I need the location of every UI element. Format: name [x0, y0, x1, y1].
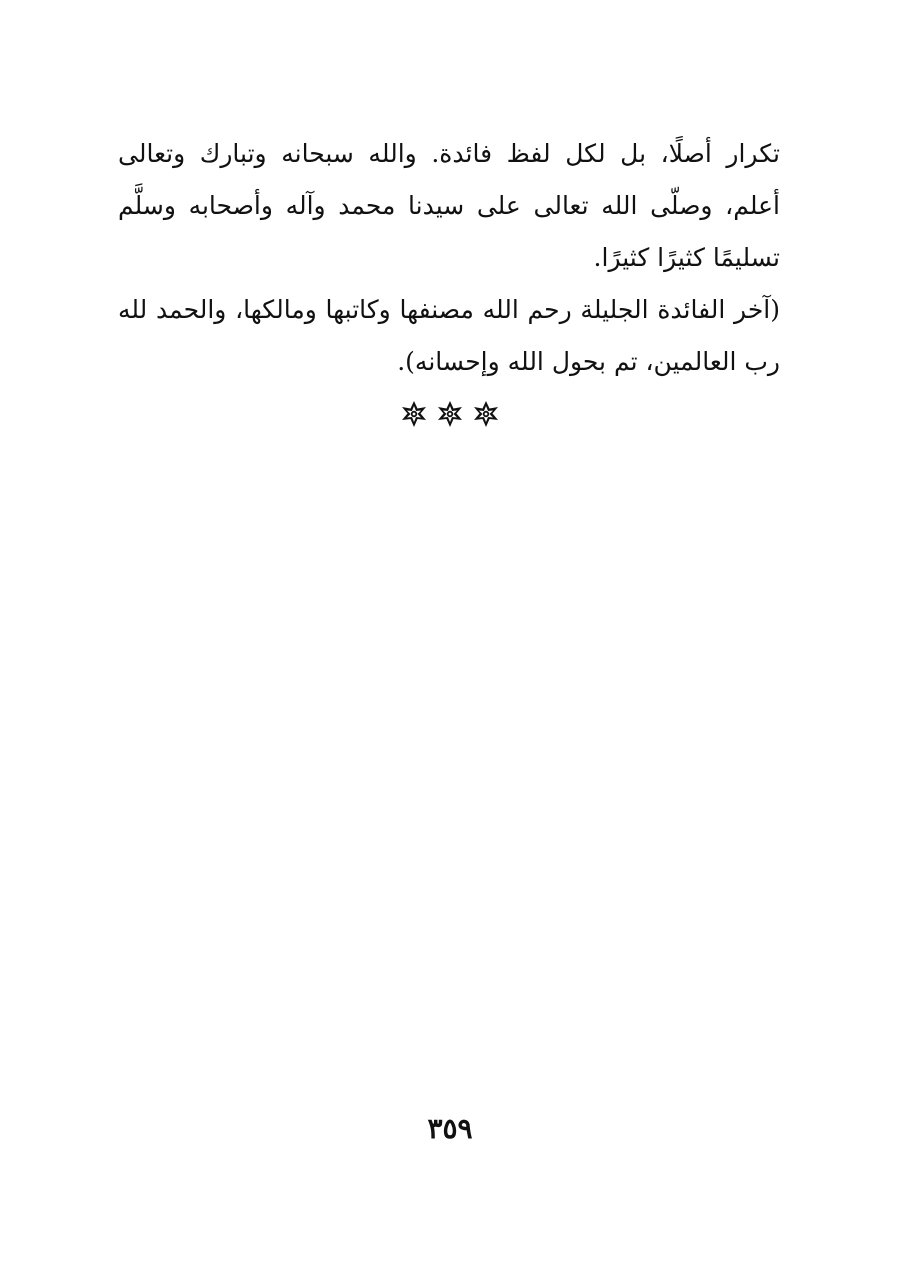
page-number: ٣٥٩ [427, 1112, 473, 1145]
body-paragraph-2 [118, 284, 780, 388]
body-paragraph-1 [118, 128, 780, 284]
paragraph-text: تكرار أصلًا، بل لكل لفظ فائدة. والله سبحانه وتبارك وتعالى أعلم، وصلّى الله تعالى على سيدنا محمد وآله وأصحابه وسلَّم تسليمًا كثيرًا كثيرًا. [118, 139, 780, 272]
star-ornament-icon [399, 400, 429, 430]
star-ornament-icon [471, 400, 501, 430]
star-ornament-icon [435, 400, 465, 430]
paragraph-text: (آخر الفائدة الجليلة رحم الله مصنفها وكاتبها ومالكها، والحمد لله رب العالمين، تم بحول الله وإحسانه). [118, 295, 781, 376]
section-divider-ornaments [0, 400, 900, 430]
